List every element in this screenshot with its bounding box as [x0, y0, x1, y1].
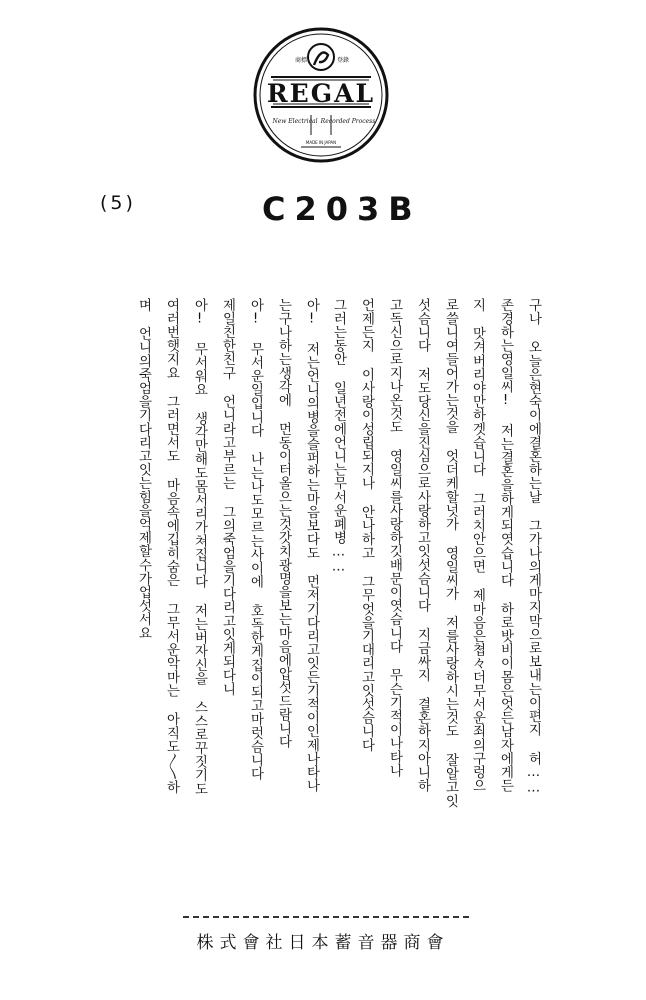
logo-brand: REGAL: [266, 79, 376, 108]
text-column-3: 지 맛겨버리야만하겟습니다 그러치안으면 제마음은쳡々더무서운죄의구렁으: [470, 298, 485, 793]
logo-mark-right: 登錄: [337, 57, 350, 64]
logo-sub-left: New Electrical: [272, 118, 318, 125]
text-column-6: 고독신으로지나온것도 영일씨를사랑하깃배문이엿슴니다 무슨기적이나타나: [387, 298, 402, 778]
text-column-14: 여러번햇지요 그러면서도 마음속에깁히숨은 그무서운악마는 아직도〳〵하: [164, 298, 179, 794]
text-column-5: 섯슴니다 저도당신을진심으로사랑하고잇섯슴니다 지금싸지 결혼하지아니하: [415, 298, 430, 793]
page-number: (5): [100, 192, 136, 214]
footer-rule: [183, 916, 469, 918]
text-column-10: 는구나하는생각에 먼동이터올으는것갓치광명을보는마음에압섯드람니다: [276, 298, 291, 749]
text-column-1: 구나 오늘은현숙이에결혼하는날 그가나의게마지막으로보내는이편지 허……: [526, 298, 541, 796]
text-column-9: 아! 저는언니의병을슬퍼하는마음보다도 먼저기다리고잇든기적이인제나타나: [304, 298, 319, 793]
text-column-2: 존경하는영일씨! 저는결혼을하게되엿습니다 하로밧비이몸은엇든남자에게든: [498, 298, 513, 793]
logo-bottom-small: MADE IN JAPAN: [305, 140, 337, 145]
text-column-11: 아! 무서운일입니다 나는나도모르는사이에 호독한게집이되고마럿슴니다: [248, 298, 263, 781]
text-column-4: 로쓸니여들어가는것을 엇더케할넛가 영일씨가 저를사랑하시는것도 잘알고잇: [443, 298, 458, 808]
text-column-8: 그러는동안 일년전에언니는무서운폐병……: [331, 298, 346, 575]
catalog-code: C203B: [262, 190, 422, 228]
text-column-15: 며 언니의죽엄을기다리고잇는힘을억제할수가업섯서요: [136, 298, 151, 640]
logo-sub-right: Recorded Process: [320, 118, 376, 125]
text-column-13: 아! 무서워요 생각만해도몸서리가쳐집니다 저는버자신을 스스로꾸짓기도: [192, 298, 207, 796]
text-column-7: 언제든지 이사랑이성립되지나 안나하고 그무엇을기대리고잇섯슴니다: [359, 298, 374, 752]
logo-mark-left: 商標: [295, 57, 308, 64]
text-column-12: 제일친한친구 언니라고부르는 그의죽엄을기다리고잇게되다니: [220, 298, 235, 696]
footer-company: 株式會社日本蓄音器商會: [196, 933, 450, 953]
